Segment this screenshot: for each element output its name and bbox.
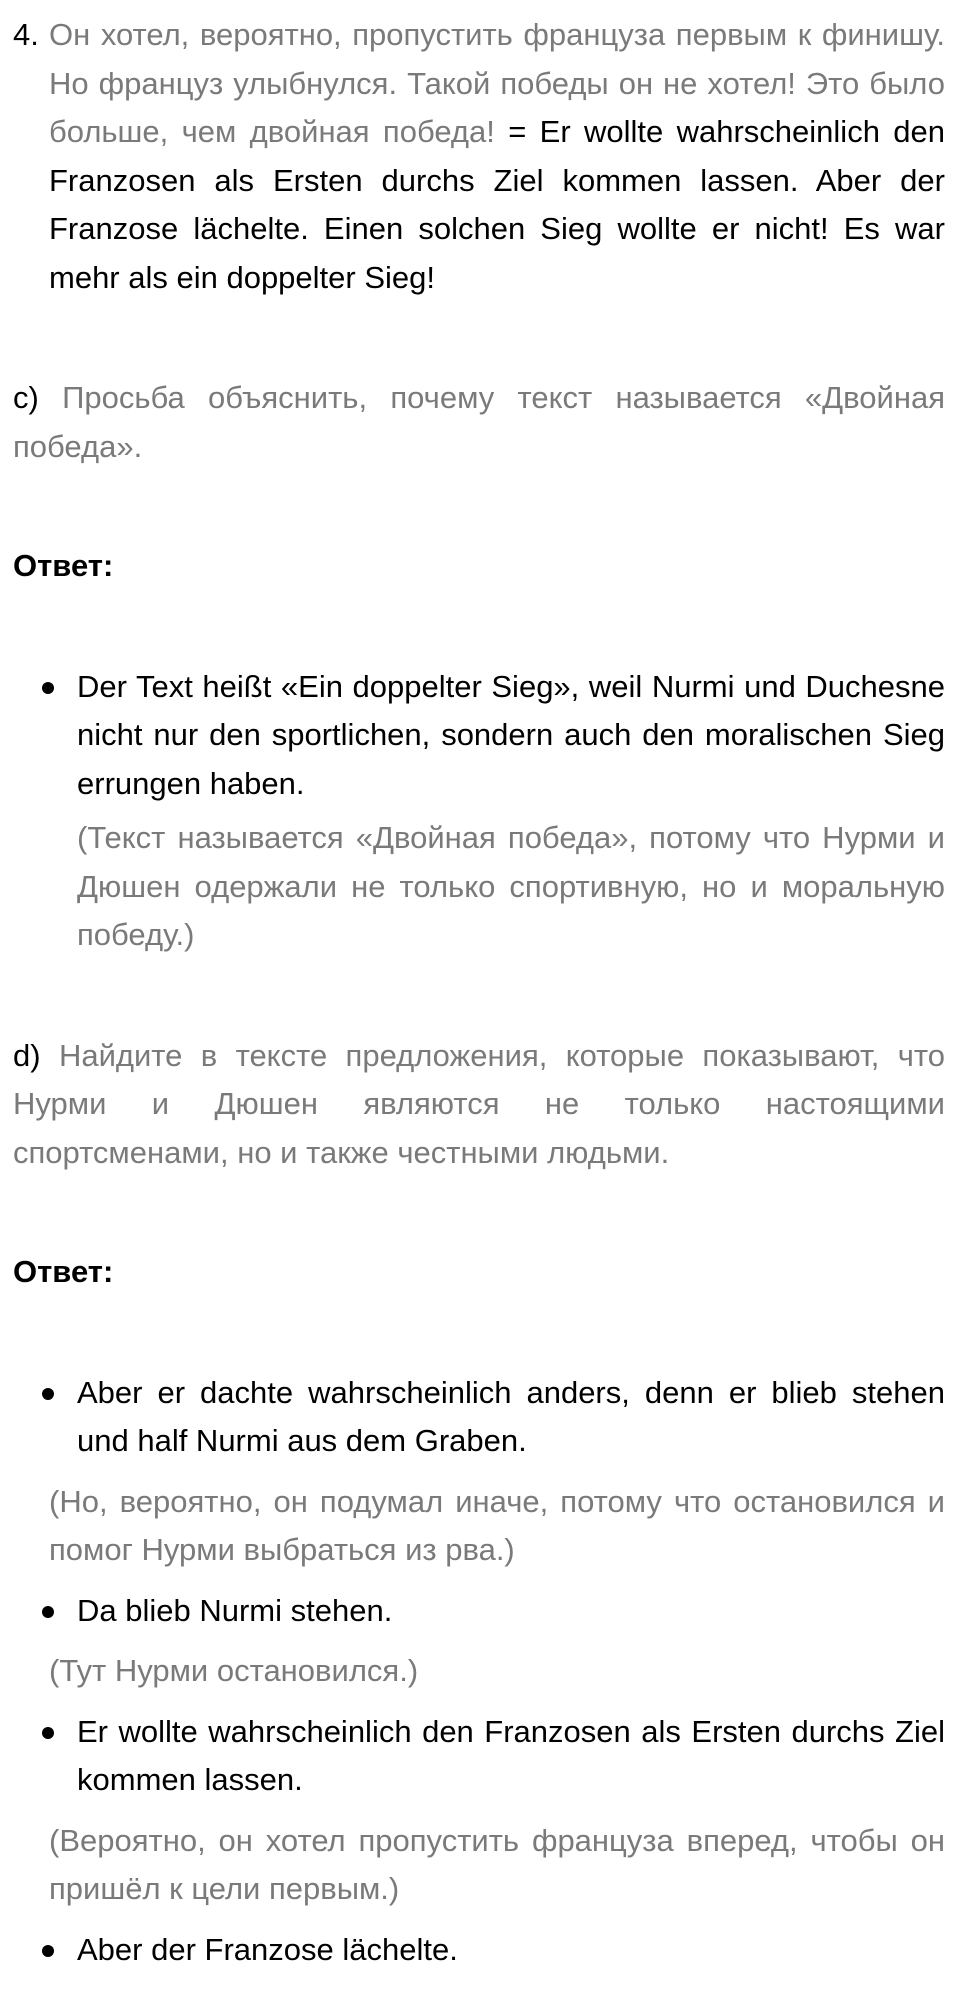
russian-translation: (Вероятно, он хотел пропустить француза вперед, чтобы он пришёл к цели первым.) — [49, 1822, 945, 1906]
list-item — [13, 1926, 945, 1975]
numbered-item-4 — [13, 11, 945, 302]
section-c-answer-label: Ответ: — [13, 548, 114, 583]
item-number: 4. — [13, 17, 39, 52]
bullet-icon — [13, 663, 77, 711]
bullet-icon — [13, 1369, 77, 1417]
german-sentence: Der Text heißt «Ein doppelter Sieg», weil Nurmi und Duchesne nicht nur den sportlichen, sondern auch den moralischen Sieg errungen haben. — [77, 668, 945, 801]
russian-translation: (Но, вероятно, он подумал иначе, потому что остановился и помог Нурми выбраться из рва.) — [49, 1483, 945, 1567]
list-item-content — [77, 663, 945, 960]
german-sentence: Da blieb Nurmi stehen. — [77, 1592, 393, 1628]
list-item — [13, 1369, 945, 1466]
section-d-answer-label: Ответ: — [13, 1254, 114, 1289]
section-c-prompt — [13, 374, 945, 471]
list-item — [13, 1708, 945, 1805]
document-page — [13, 11, 945, 1974]
russian-translation: (Тут Нурми остановился.) — [49, 1653, 419, 1688]
list-item — [13, 663, 945, 960]
section-d-prompt — [13, 1032, 945, 1178]
german-sentence: Er wollte wahrscheinlich den Franzosen als Ersten durchs Ziel kommen lassen. — [77, 1713, 945, 1797]
section-c-prompt-text: Просьба объяснить, почему текст называется «Двойная победа». — [13, 380, 945, 464]
item-4-text — [49, 11, 945, 302]
bullet-icon — [13, 1708, 77, 1756]
item-4-russian-text: Он хотел, вероятно, пропустить француза первым к финишу. Но француз улыбнулся. Такой победы он не хотел! Это было больше, чем двойная победа! — [49, 17, 945, 149]
section-d-prompt-text: Найдите в тексте предложения, которые показывают, что Нурми и Дюшен являются не только настоящими спортсменами, но и также честными людьми. — [13, 1037, 945, 1170]
german-sentence: Aber er dachte wahrscheinlich anders, denn er blieb stehen und half Nurmi aus dem Graben. — [77, 1374, 945, 1458]
bullet-icon — [13, 1587, 77, 1635]
section-c-letter: c) — [13, 380, 39, 415]
section-d-answer-list — [13, 1369, 945, 1975]
bullet-icon — [13, 1926, 77, 1974]
section-c-answer-list — [13, 663, 945, 960]
section-d-letter: d) — [13, 1037, 41, 1073]
list-item — [13, 1587, 945, 1636]
item-4-german-text: = Er wollte wahrscheinlich den Franzosen als Ersten durchs Ziel kommen lassen. Aber der Franzose lächelte. Einen solchen Sieg wollte er nicht! Es war mehr als ein doppelter Sieg! — [49, 114, 945, 295]
russian-translation: (Текст называется «Двойная победа», потому что Нурми и Дюшен одержали не только спортивную, но и моральную победу.) — [77, 820, 945, 952]
german-sentence: Aber der Franzose lächelte. — [77, 1931, 458, 1967]
